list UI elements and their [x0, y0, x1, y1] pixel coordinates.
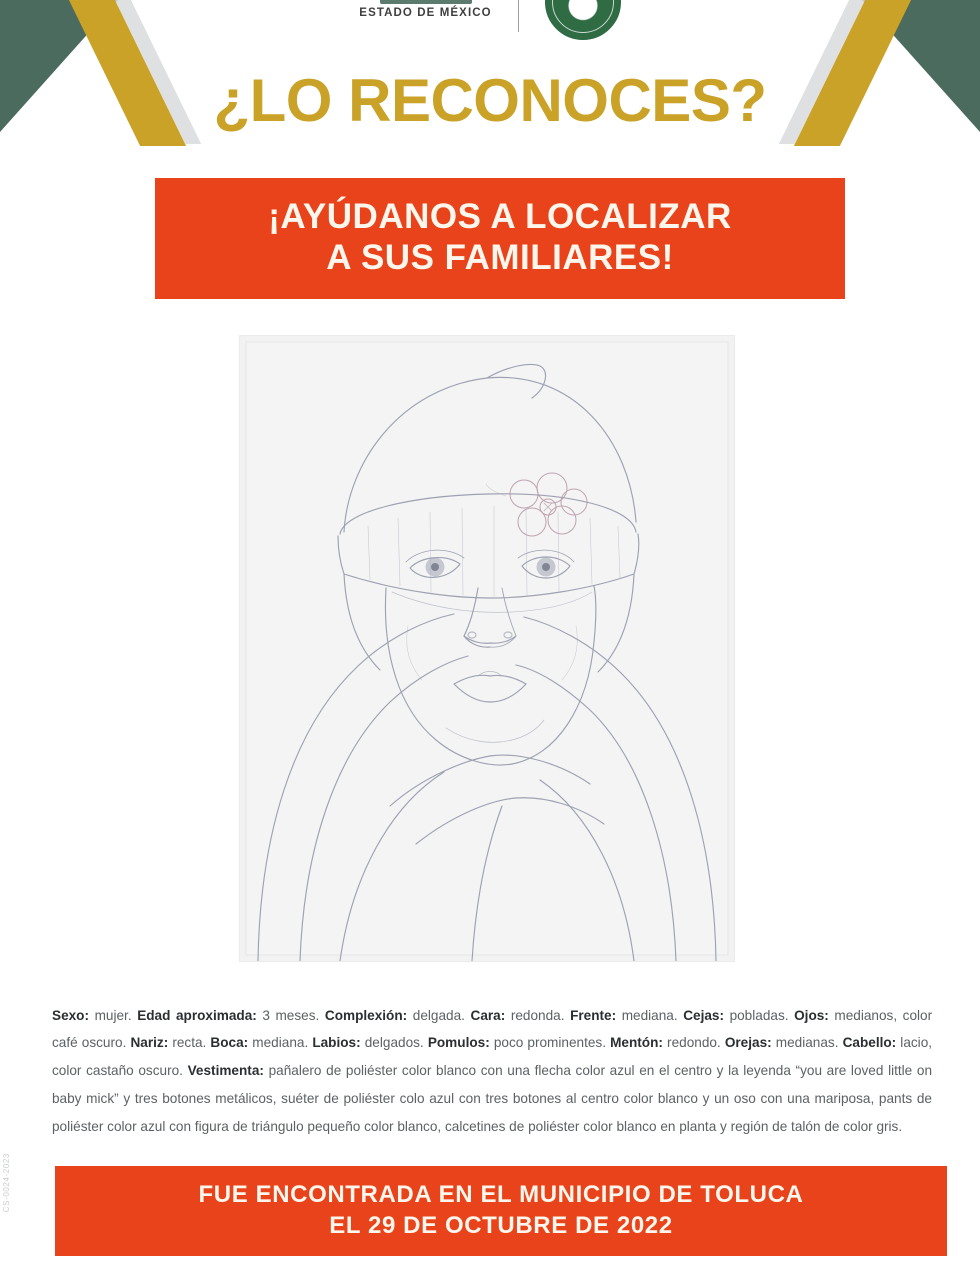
cta-line-2: A SUS FAMILIARES!: [326, 238, 674, 278]
page-title: ¿LO RECONOCES?: [213, 67, 767, 134]
desc-label-clothing: Vestimenta:: [187, 1063, 264, 1079]
desc-label-chin: Mentón:: [610, 1035, 663, 1051]
desc-label-eyes: Ojos:: [794, 1007, 829, 1023]
desc-value-face: redonda.: [510, 1007, 565, 1023]
government-crest-icon: [380, 0, 472, 4]
desc-label-complexion: Complexión:: [324, 1007, 408, 1023]
physical-description: [52, 1002, 932, 1141]
seal-inner-ring: [552, 0, 614, 33]
pencil-sketch-portrait: [240, 336, 734, 961]
found-location-line-1: FUE ENCONTRADA EN EL MUNICIPIO DE TOLUCA: [198, 1180, 804, 1208]
desc-label-hair: Cabello:: [842, 1035, 897, 1051]
cta-line-1: ¡AYÚDANOS A LOCALIZAR: [268, 197, 732, 236]
desc-value-eyes: medianos, color café oscuro.: [52, 1007, 933, 1051]
desc-value-ears: medianas.: [775, 1035, 839, 1051]
desc-value-complexion: delgada.: [412, 1007, 465, 1023]
desc-label-sex: Sexo:: [52, 1007, 90, 1023]
desc-value-eyebrows: pobladas.: [729, 1007, 789, 1023]
desc-label-face: Cara:: [470, 1007, 506, 1023]
desc-value-sex: mujer.: [94, 1007, 132, 1023]
desc-label-nose: Nariz:: [130, 1035, 169, 1051]
desc-label-cheekbones: Pomulos:: [427, 1035, 490, 1051]
call-to-action-banner: [155, 178, 845, 299]
desc-value-cheekbones: poco prominentes.: [493, 1035, 606, 1051]
found-location-line-2: EL 29 DE OCTUBRE DE 2022: [329, 1211, 673, 1239]
header-divider: [518, 0, 519, 32]
desc-value-hair: lacio, color castaño oscuro.: [52, 1035, 933, 1079]
estado-de-mexico-logo: [359, 0, 491, 19]
desc-value-clothing: pañalero de poliéster color blanco con una flecha color azul en el centro y la leyenda “you are loved little on baby mick” y tres botones metálicos, suéter de poliéster colo azul con tres botones al centro color blanco y un oso con una mariposa, pants de poliéster color azul con figura de triángulo pequeño color blanco, calcetines de poliéster color blanco en planta y región de talón de color gris.: [52, 1063, 933, 1135]
fiscalia-seal-icon: [545, 0, 621, 40]
desc-label-ears: Orejas:: [724, 1035, 772, 1051]
document-code: CS-0024-2023: [2, 1152, 11, 1212]
desc-value-chin: redondo.: [667, 1035, 721, 1051]
desc-value-lips: delgados.: [364, 1035, 424, 1051]
desc-label-forehead: Frente:: [570, 1007, 617, 1023]
desc-value-age: 3 meses.: [262, 1007, 320, 1023]
poster-header: [0, 0, 980, 40]
desc-label-lips: Labios:: [312, 1035, 361, 1051]
desc-value-forehead: mediana.: [621, 1007, 678, 1023]
found-location-banner: [55, 1166, 947, 1256]
desc-label-age: Edad aproximada:: [137, 1007, 257, 1023]
desc-value-mouth: mediana.: [252, 1035, 309, 1051]
desc-label-mouth: Boca:: [210, 1035, 249, 1051]
desc-label-eyebrows: Cejas:: [683, 1007, 724, 1023]
government-label: ESTADO DE MÉXICO: [359, 7, 492, 19]
desc-value-nose: recta.: [172, 1035, 207, 1051]
